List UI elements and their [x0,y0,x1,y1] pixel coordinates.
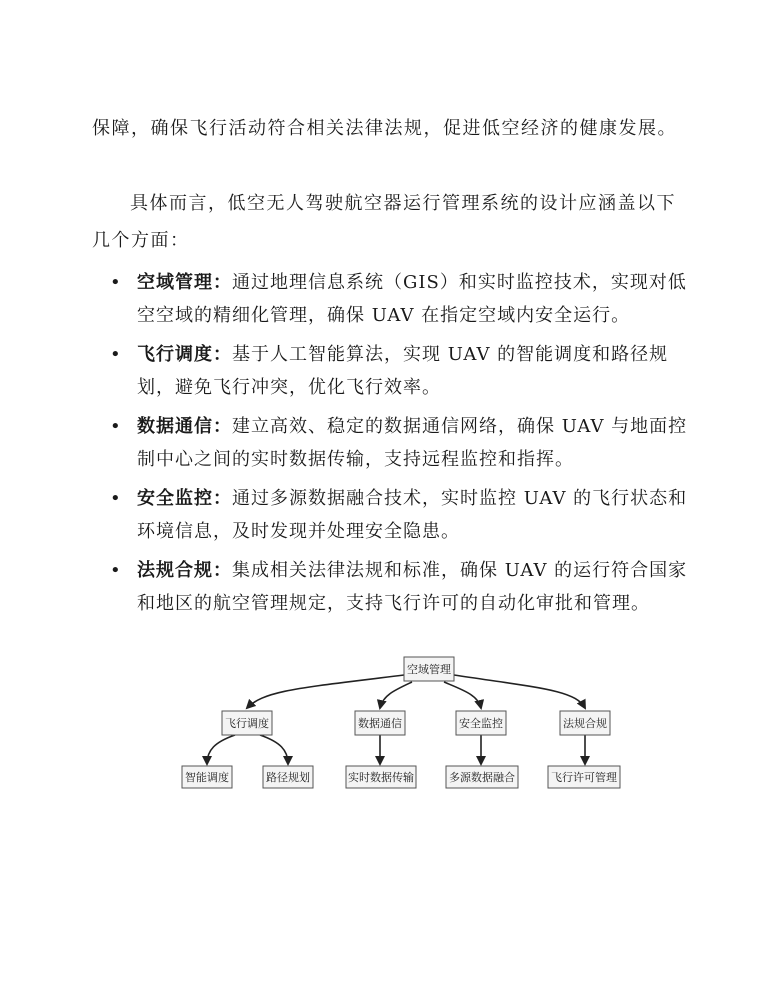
node-smart-scheduling [182,766,232,788]
list-item-text: 建立高效、稳定的数据通信网络，确保 UAV 与地面控制中心之间的实时数据传输，支持远程监控和指挥。 [137,416,688,470]
node-label: 法规合规 [563,717,607,730]
node-label: 多源数据融合 [449,771,515,784]
list-item-term: 安全监控： [137,488,232,509]
edge-flight-path [260,735,288,764]
edge-root-comm [380,682,412,708]
list-item-text: 集成相关法律法规和标准，确保 UAV 的运行符合国家和地区的航空管理规定，支持飞行许可的自动化审批和管理。 [137,560,688,614]
node-label: 安全监控 [459,717,503,730]
edge-flight-smart [207,735,235,764]
list-item-term: 数据通信： [137,416,232,437]
node-flight-scheduling [222,711,272,735]
list-item-term: 飞行调度： [137,344,232,365]
edge-root-flight [247,675,404,708]
node-label: 实时数据传输 [348,771,414,784]
node-flight-permit-management [548,766,620,788]
paragraph-continuation: 保障，确保飞行活动符合相关法律法规，促进低空经济的健康发展。 [92,118,677,139]
node-label: 数据通信 [358,717,402,730]
list-item-text: 通过多源数据融合技术，实时监控 UAV 的飞行状态和环境信息，及时发现并处理安全隐患。 [137,488,688,542]
node-airspace-management [404,657,454,681]
node-label: 空域管理 [407,663,451,676]
node-data-communication [355,711,405,735]
node-label: 飞行许可管理 [551,771,617,784]
node-regulatory-compliance [560,711,610,735]
node-label: 飞行调度 [225,717,269,730]
node-realtime-data-transfer [346,766,416,788]
node-path-planning [263,766,313,788]
paragraph-intro: 具体而言，低空无人驾驶航空器运行管理系统的设计应涵盖以下几个方面： [92,193,676,251]
node-label: 路径规划 [266,771,310,784]
edge-root-safety [444,682,481,708]
list-item-term: 空域管理： [137,272,232,293]
node-label: 智能调度 [185,771,229,784]
node-safety-monitoring [456,711,506,735]
list-item-text: 基于人工智能算法，实现 UAV 的智能调度和路径规划，避免飞行冲突，优化飞行效率。 [137,344,669,398]
list-item-term: 法规合规： [137,560,232,581]
edge-root-law [454,675,585,708]
node-multisource-data-fusion [446,766,518,788]
list-item-text: 通过地理信息系统（GIS）和实时监控技术，实现对低空空域的精细化管理，确保 UAV 在指定空域内安全运行。 [137,272,687,326]
